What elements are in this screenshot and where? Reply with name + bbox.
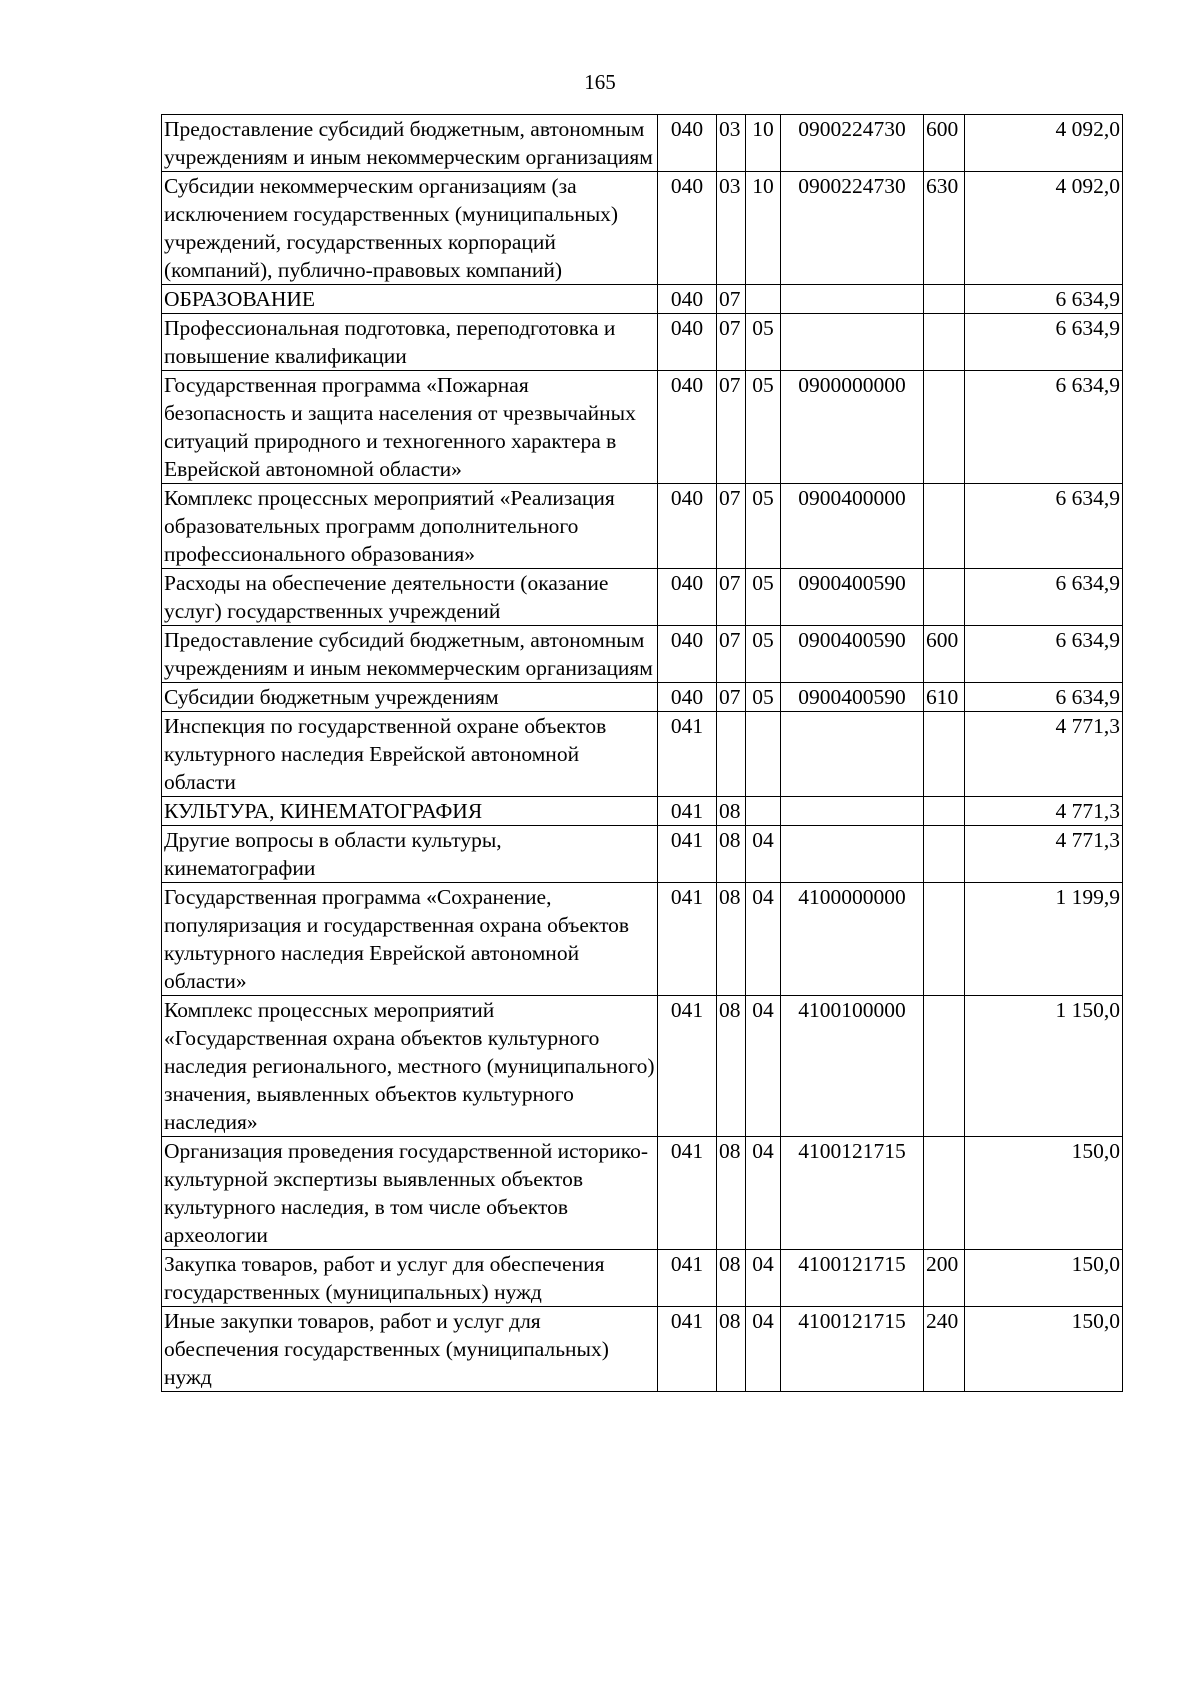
table-row [162,1137,1123,1250]
row-expense-type-cell: 200 [924,1250,965,1307]
row-section-cell: 07 [717,371,746,484]
row-name-cell: Субсидии некоммерческим организациям (за исключением государственных (муниципальных) учреждений, государственных корпораций (компаний), публично-правовых компаний) [162,172,658,285]
row-amount-cell: 4 771,3 [965,797,1123,826]
row-name-cell: ОБРАЗОВАНИЕ [162,285,658,314]
row-section-cell: 07 [717,626,746,683]
row-amount-cell: 4 771,3 [965,826,1123,883]
row-amount-cell: 150,0 [965,1307,1123,1392]
row-expense-type-cell [924,484,965,569]
table-row [162,1307,1123,1392]
row-amount-cell: 6 634,9 [965,314,1123,371]
table-row [162,314,1123,371]
row-amount-cell: 4 771,3 [965,712,1123,797]
row-target-article-cell: 0900224730 [781,115,924,172]
row-subsection-cell: 04 [746,1250,781,1307]
row-ministry-code-cell: 040 [658,285,717,314]
row-subsection-cell: 04 [746,1307,781,1392]
row-section-cell: 08 [717,1137,746,1250]
row-ministry-code-cell: 040 [658,569,717,626]
row-ministry-code-cell: 040 [658,371,717,484]
row-expense-type-cell [924,996,965,1137]
row-amount-cell: 6 634,9 [965,626,1123,683]
row-expense-type-cell [924,826,965,883]
row-section-cell: 07 [717,314,746,371]
row-target-article-cell: 4100121715 [781,1307,924,1392]
row-ministry-code-cell: 041 [658,996,717,1137]
row-amount-cell: 6 634,9 [965,371,1123,484]
row-subsection-cell: 05 [746,314,781,371]
row-amount-cell: 6 634,9 [965,285,1123,314]
row-amount-cell: 150,0 [965,1137,1123,1250]
row-ministry-code-cell: 040 [658,314,717,371]
table-row [162,484,1123,569]
row-expense-type-cell [924,285,965,314]
table-row [162,626,1123,683]
row-target-article-cell: 0900400590 [781,569,924,626]
row-name-cell: Предоставление субсидий бюджетным, автономным учреждениям и иным некоммерческим организациям [162,115,658,172]
row-section-cell: 08 [717,996,746,1137]
row-section-cell: 07 [717,285,746,314]
row-section-cell: 08 [717,797,746,826]
row-subsection-cell: 05 [746,569,781,626]
row-expense-type-cell [924,569,965,626]
row-target-article-cell [781,712,924,797]
row-amount-cell: 4 092,0 [965,172,1123,285]
row-expense-type-cell: 610 [924,683,965,712]
row-ministry-code-cell: 040 [658,115,717,172]
table-row [162,1250,1123,1307]
row-section-cell: 08 [717,1250,746,1307]
row-target-article-cell: 0900400000 [781,484,924,569]
table-row [162,115,1123,172]
row-subsection-cell: 05 [746,626,781,683]
row-subsection-cell: 04 [746,826,781,883]
row-ministry-code-cell: 040 [658,172,717,285]
table-row [162,683,1123,712]
row-subsection-cell: 04 [746,996,781,1137]
row-section-cell: 07 [717,569,746,626]
row-ministry-code-cell: 041 [658,712,717,797]
row-expense-type-cell: 630 [924,172,965,285]
row-subsection-cell: 04 [746,1137,781,1250]
row-section-cell: 07 [717,683,746,712]
row-name-cell: Комплекс процессных мероприятий «Реализация образовательных программ дополнительного профессионального образования» [162,484,658,569]
row-ministry-code-cell: 040 [658,683,717,712]
row-amount-cell: 6 634,9 [965,683,1123,712]
row-subsection-cell: 05 [746,484,781,569]
row-expense-type-cell: 600 [924,115,965,172]
row-ministry-code-cell: 041 [658,826,717,883]
row-subsection-cell: 04 [746,883,781,996]
budget-table-body [162,115,1123,1392]
row-target-article-cell [781,826,924,883]
row-name-cell: Предоставление субсидий бюджетным, автономным учреждениям и иным некоммерческим организациям [162,626,658,683]
table-row [162,797,1123,826]
row-expense-type-cell [924,797,965,826]
row-name-cell: Инспекция по государственной охране объектов культурного наследия Еврейской автономной области [162,712,658,797]
row-target-article-cell: 4100121715 [781,1137,924,1250]
row-target-article-cell: 0900000000 [781,371,924,484]
budget-table [161,114,1123,1392]
row-expense-type-cell: 240 [924,1307,965,1392]
row-section-cell: 03 [717,172,746,285]
row-ministry-code-cell: 041 [658,883,717,996]
row-name-cell: Субсидии бюджетным учреждениям [162,683,658,712]
row-expense-type-cell [924,314,965,371]
row-amount-cell: 6 634,9 [965,484,1123,569]
row-ministry-code-cell: 041 [658,1137,717,1250]
row-ministry-code-cell: 040 [658,484,717,569]
row-section-cell: 08 [717,826,746,883]
row-amount-cell: 150,0 [965,1250,1123,1307]
table-row [162,569,1123,626]
row-name-cell: Расходы на обеспечение деятельности (оказание услуг) государственных учреждений [162,569,658,626]
row-name-cell: Комплекс процессных мероприятий «Государственная охрана объектов культурного наследия регионального, местного (муниципального) значения, выявленных объектов культурного наследия» [162,996,658,1137]
row-target-article-cell: 4100121715 [781,1250,924,1307]
table-row [162,285,1123,314]
row-subsection-cell: 10 [746,115,781,172]
row-subsection-cell [746,797,781,826]
row-target-article-cell: 4100000000 [781,883,924,996]
page-number: 165 [584,70,616,94]
row-amount-cell: 4 092,0 [965,115,1123,172]
row-amount-cell: 6 634,9 [965,569,1123,626]
row-target-article-cell [781,797,924,826]
row-name-cell: Закупка товаров, работ и услуг для обеспечения государственных (муниципальных) нужд [162,1250,658,1307]
row-name-cell: Государственная программа «Сохранение, популяризация и государственная охрана объектов культурного наследия Еврейской автономной области» [162,883,658,996]
row-name-cell: Государственная программа «Пожарная безопасность и защита населения от чрезвычайных ситуаций природного и техногенного характера в Еврейской автономной области» [162,371,658,484]
row-name-cell: Организация проведения государственной историко-культурной экспертизы выявленных объектов культурного наследия, в том числе объектов археологии [162,1137,658,1250]
row-target-article-cell [781,285,924,314]
row-name-cell: КУЛЬТУРА, КИНЕМАТОГРАФИЯ [162,797,658,826]
row-section-cell: 08 [717,883,746,996]
row-target-article-cell: 0900400590 [781,683,924,712]
row-target-article-cell: 0900400590 [781,626,924,683]
row-ministry-code-cell: 040 [658,626,717,683]
row-subsection-cell: 05 [746,683,781,712]
table-row [162,883,1123,996]
table-row [162,996,1123,1137]
row-subsection-cell [746,712,781,797]
row-target-article-cell: 0900224730 [781,172,924,285]
row-section-cell: 07 [717,484,746,569]
row-expense-type-cell [924,712,965,797]
table-row [162,712,1123,797]
row-expense-type-cell: 600 [924,626,965,683]
row-expense-type-cell [924,1137,965,1250]
row-target-article-cell: 4100100000 [781,996,924,1137]
row-expense-type-cell [924,371,965,484]
row-subsection-cell: 10 [746,172,781,285]
table-row [162,826,1123,883]
row-section-cell: 03 [717,115,746,172]
row-ministry-code-cell: 041 [658,1307,717,1392]
row-subsection-cell [746,285,781,314]
row-ministry-code-cell: 041 [658,1250,717,1307]
row-ministry-code-cell: 041 [658,797,717,826]
row-section-cell: 08 [717,1307,746,1392]
table-row [162,172,1123,285]
row-section-cell [717,712,746,797]
table-row [162,371,1123,484]
row-subsection-cell: 05 [746,371,781,484]
row-amount-cell: 1 150,0 [965,996,1123,1137]
row-expense-type-cell [924,883,965,996]
row-name-cell: Другие вопросы в области культуры, кинематографии [162,826,658,883]
row-target-article-cell [781,314,924,371]
row-name-cell: Профессиональная подготовка, переподготовка и повышение квалификации [162,314,658,371]
row-amount-cell: 1 199,9 [965,883,1123,996]
row-name-cell: Иные закупки товаров, работ и услуг для обеспечения государственных (муниципальных) нужд [162,1307,658,1392]
